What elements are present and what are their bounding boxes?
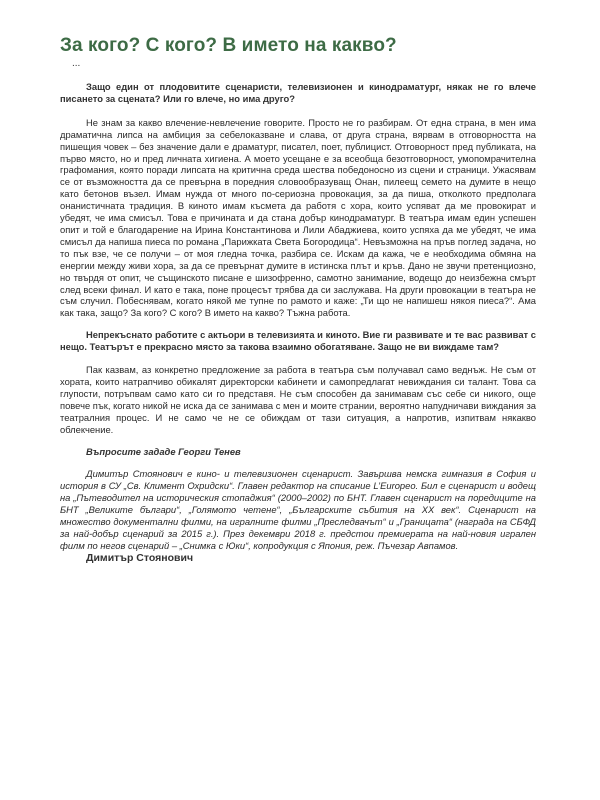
answer-2: Пак казвам, аз конкретно предложение за работа в театъра съм получавал само веднъж. Не съм от хората, които натрапчиво обикалят директорски кабинети и самопредлагат невиждания си талант. Това са глупости, потръпвам само като си го представя. Не съм способен да занимавам със себе си никого, още повече пък, когато никой не иска да се занимава с мен и моите странии, вероятно напудничави виждания за театралния процес. И не само че не се обиждам от тази ситуация, а напротив, изпитвам някакво облекчение. [60, 364, 536, 435]
question-1: Защо един от плодовитите сценаристи, телевизионен и кинодраматург, някак не го влече писането за сцената? Или го влече, но има друго? [60, 81, 536, 104]
article-title: За кого? С кого? В името на какво? [60, 35, 397, 56]
answer-1: Не знам за какво влечение-невлечение говорите. Просто не го разбирам. От една страна, в мен има драматична липса на амбиция за себелоказване и слава, от друга страна, вярвам в отговорността на пишещия човек – без значение дали е драматург, писател, поет, публицист. Отговорност пред публиката, на първо място, но и пред личната хигиена. А моето усещане е за всеобща безотговорност, умопомрачителна графомания, която поради липсата на критична среда шества победоносно из сцени и страници. Ужасявам се от възможността да се превърна в поредния словообразуващ Онан, пилеещ семето на думите в нещо като бетонов възел. Имам нужда от много по-сериозна провокация, за да пиша, отколкото предполага онанистичната традиция. В киното имам късмета да работя с хора, които успяват да ме провокират и убедят, че има смисъл. Това е причината и да стана добър кинодраматург. В театъра имам един успешен опит и той е благодарение на Ирина Константинова и Лили Абаджиева, които успяха да ме убедят, че има смисъл да напиша пиеса по романа „Парижката Света Богородица“. Невъзможна на пръв поглед задача, но то пък взе, че се получи – от моя гледна точка, разбира се. Искам да кажа, че е необходима обмяна на енергии между живи хора, за да се превърнат думите в истинска плът и кръв. Дано не звучи претенциозно, но твърдя от опит, че същинското писане е шизофренно, самотно занимание, водещо до неизбежна смърт след всеки финал. И като е така, поне процесът трябва да си заслужава. На други провокации в театъра не съм случил. Побеснявам, когато някой ме тупне по рамото и каже: „Ти що не напишеш някоя пиеса?“. Ама как така, защо? За кого? С кого? В името на какво? Тъжна работа. [60, 116, 536, 319]
interviewer-credit: Въпросите зададе Георги Тенев [86, 446, 241, 458]
question-2: Непрекъснато работите с актьори в телевизията и киното. Вие ги развивате и те вас развиват с нещо. Театърът е прекрасно място за такова взаимно обогатяване. Защо не ви виждаме там? [60, 329, 536, 353]
title-ellipsis: ... [72, 58, 81, 69]
author-bio: Димитър Стоянович е кино- и телевизионен сценарист. Завършва немска гимназия в София и история в СУ „Св. Климент Охридски“. Главен редактор на списание L’Europeo. Бил е сценарист и водещ на „Пътеводител на историческия стопаджия“ (2000–2002) по БНТ. Главен сценарист на поредиците на БНТ „Великите българи“, „Голямото четене“, „Българските събития на XX век“. Сценарист на множество документални филми, на игралните филми „Преследвачът“ и „Границата“ (награда на СБФД за най-добър сценарий за 2015 г.). През декември 2018 г. предстои премиерата на най-новия игрален филм по негов сценарий – „Снимка с Юки“, копродукция с Япония, реж. Пъчезар Авпамов. [60, 468, 536, 551]
author-signature: Димитър Стоянович [86, 551, 194, 564]
article [60, 34, 536, 565]
